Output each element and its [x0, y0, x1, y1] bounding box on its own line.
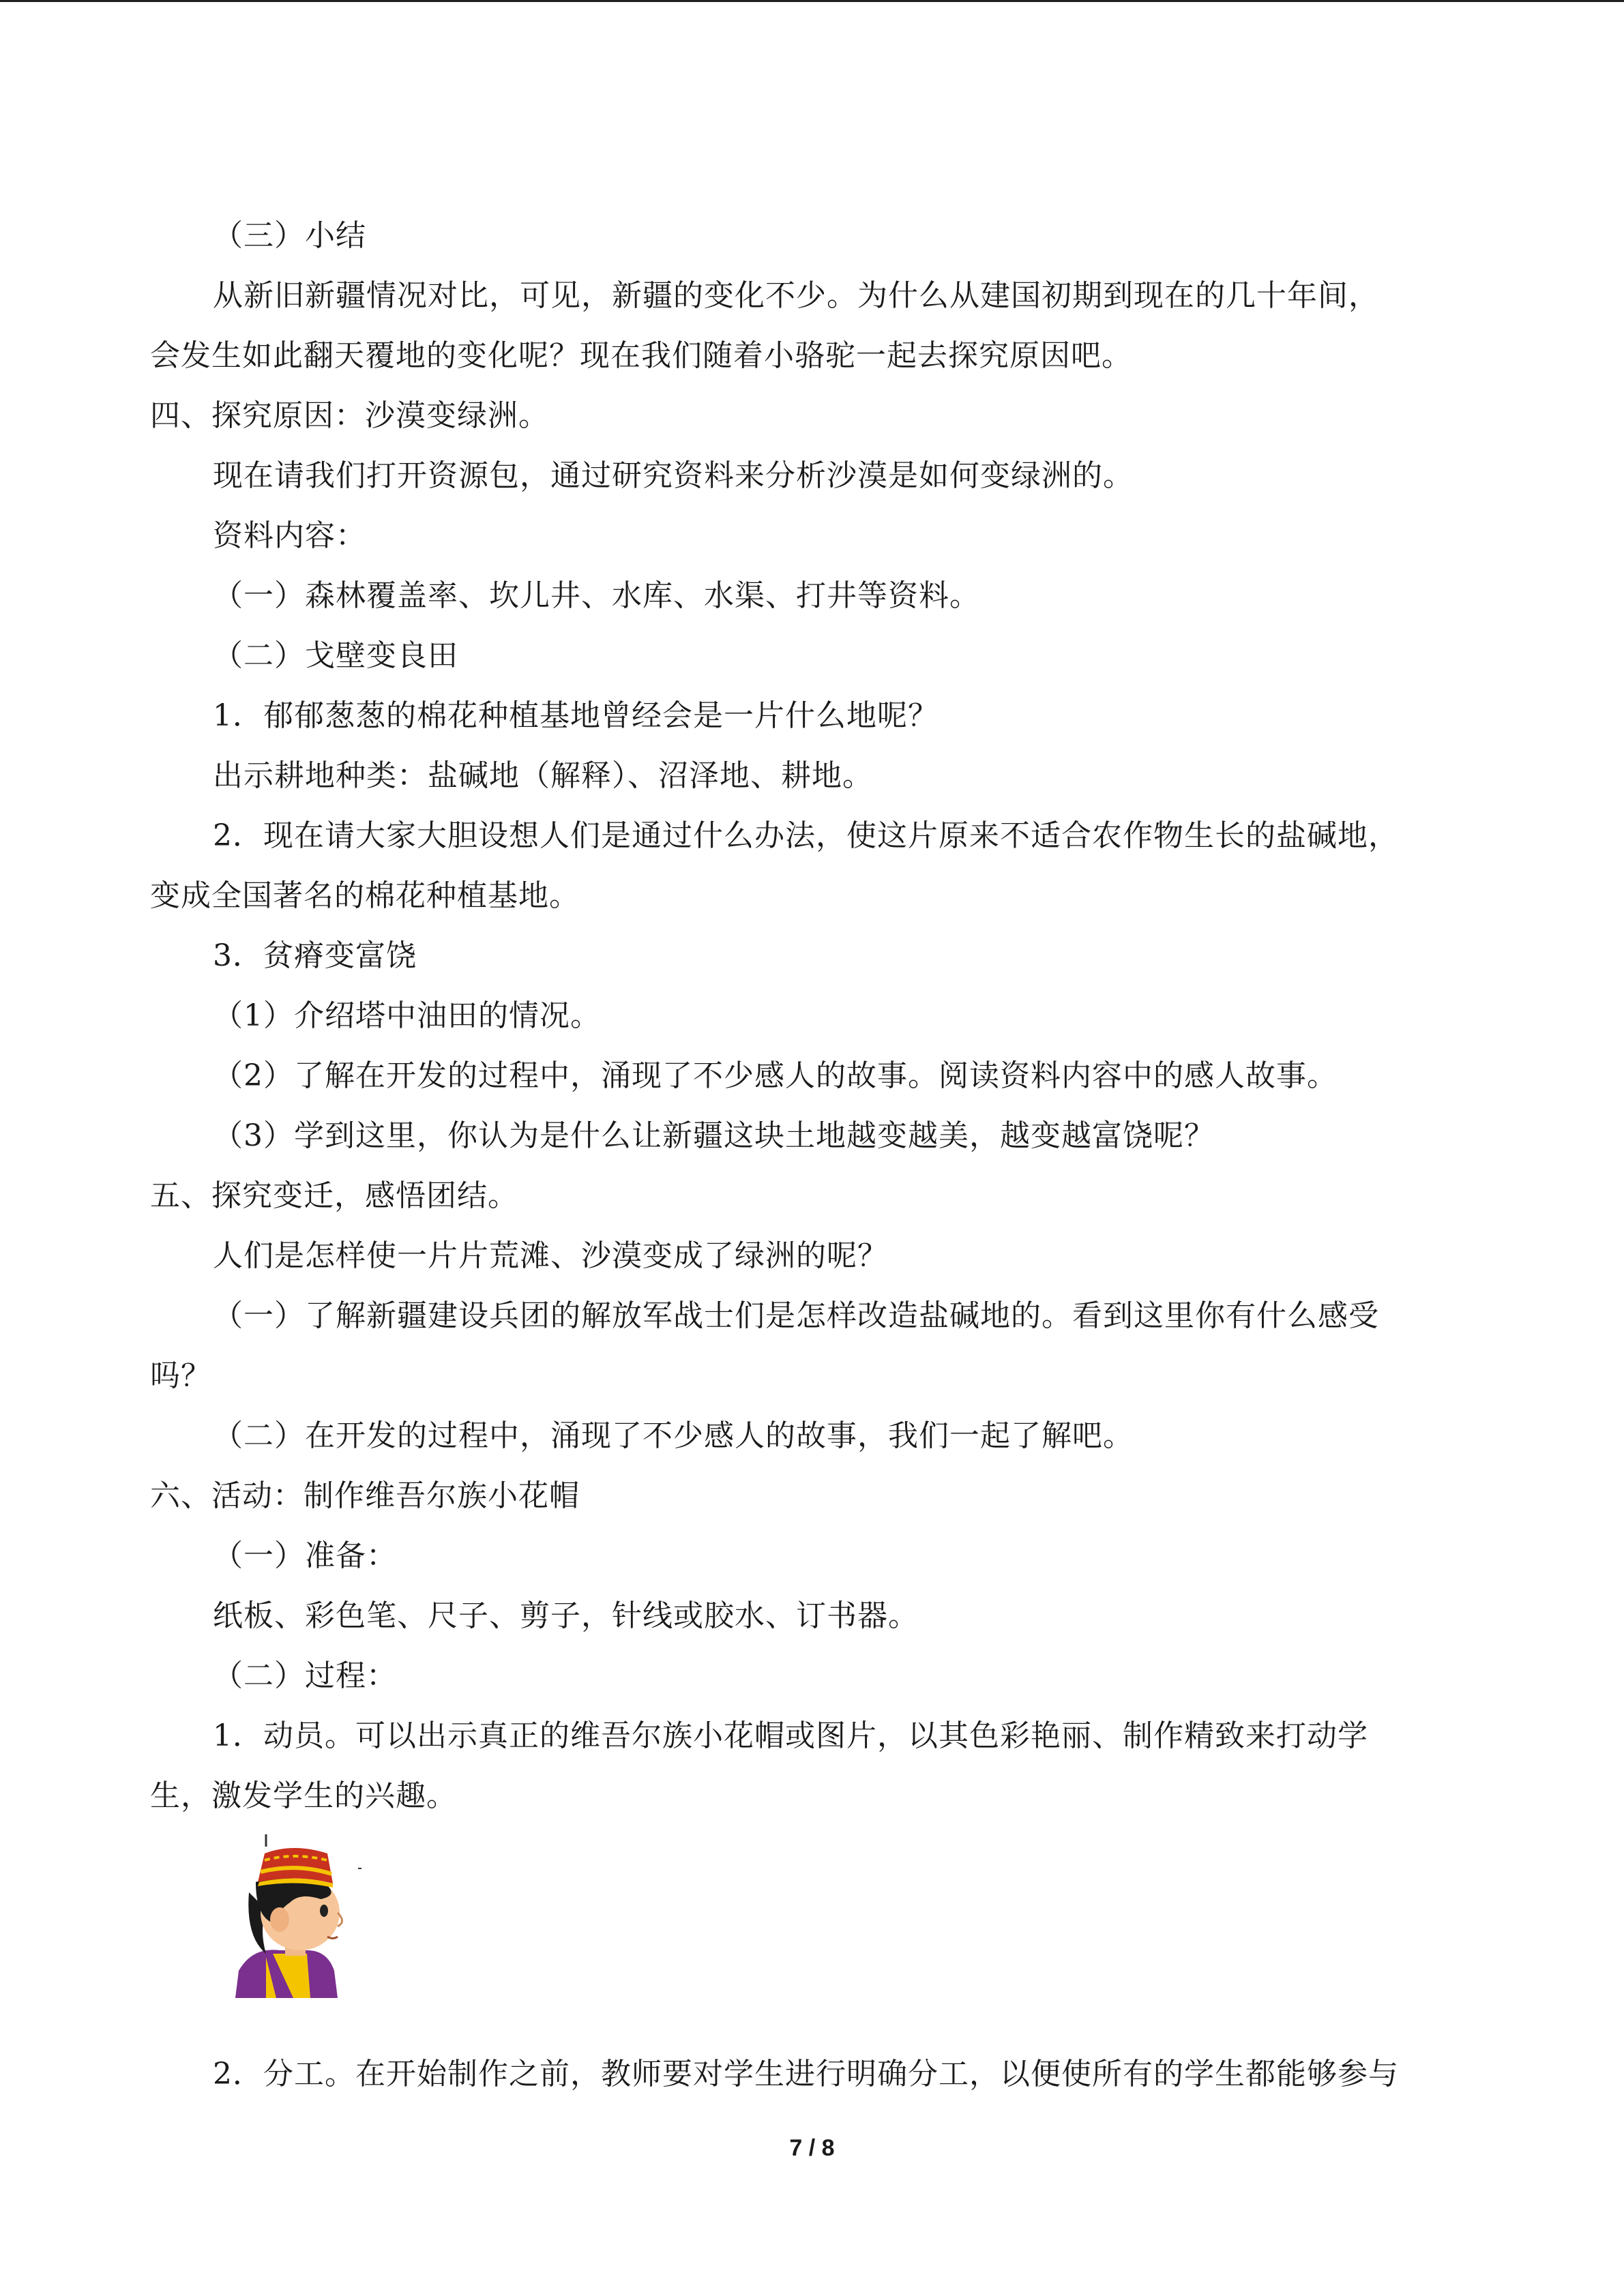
subsection-heading: （一）准备： [213, 1538, 397, 1573]
paragraph-line: （1）介绍塔中油田的情况。 [213, 998, 601, 1033]
paragraph-line: 生，激发学生的兴趣。 [150, 1778, 457, 1813]
subsection-heading: （二）过程： [213, 1658, 397, 1693]
paragraph-line: 人们是怎样使一片片荒滩、沙漠变成了绿洲的呢？ [213, 1238, 888, 1273]
paragraph-line: （3）学到这里，你认为是什么让新疆这块土地越变越美，越变越富饶呢？ [213, 1118, 1215, 1153]
paragraph-line: 资料内容： [213, 518, 366, 553]
paragraph-line: （一）了解新疆建设兵团的解放军战士们是怎样改造盐碱地的。看到这里你有什么感受 [213, 1298, 1379, 1333]
paragraph-line: 1．郁郁葱葱的棉花种植基地曾经会是一片什么地呢？ [213, 698, 939, 733]
top-rule [0, 0, 1624, 2]
paragraph-line: 1．动员。可以出示真正的维吾尔族小花帽或图片，以其色彩艳丽、制作精致来打动学 [213, 1718, 1368, 1753]
paragraph-line: 现在请我们打开资源包，通过研究资料来分析沙漠是如何变绿洲的。 [213, 458, 1134, 493]
paragraph-line: 从新旧新疆情况对比，可见，新疆的变化不少。为什么从建国初期到现在的几十年间， [213, 278, 1379, 313]
paragraph-line: 吗？ [150, 1358, 211, 1393]
paragraph-line: 会发生如此翻天覆地的变化呢？现在我们随着小骆驼一起去探究原因吧。 [150, 338, 1132, 373]
paragraph-line: 变成全国著名的棉花种植基地。 [150, 878, 580, 913]
uyghur-boy-illustration [225, 1834, 361, 1998]
paragraph-line: 2．分工。在开始制作之前，教师要对学生进行明确分工，以便使所有的学生都能够参与 [213, 2057, 1399, 2091]
paragraph-line: 纸板、彩色笔、尺子、剪子，针线或胶水、订书器。 [213, 1598, 919, 1633]
paragraph-line: （2）了解在开发的过程中，涌现了不少感人的故事。阅读资料内容中的感人故事。 [213, 1058, 1338, 1093]
section-heading: 五、探究变迁，感悟团结。 [150, 1178, 518, 1213]
paragraph-line: （一）森林覆盖率、坎儿井、水库、水渠、打井等资料。 [213, 578, 980, 613]
paragraph-line: 2．现在请大家大胆设想人们是通过什么办法，使这片原来不适合农作物生长的盐碱地， [213, 818, 1399, 853]
subsection-heading: （二）戈壁变良田 [213, 638, 458, 673]
subsection-heading: （三）小结 [213, 218, 366, 253]
section-heading: 六、活动：制作维吾尔族小花帽 [150, 1478, 580, 1513]
section-heading: 四、探究原因：沙漠变绿洲。 [150, 398, 549, 433]
paragraph-line: （二）在开发的过程中，涌现了不少感人的故事，我们一起了解吧。 [213, 1418, 1134, 1453]
page-number: 7 / 8 [789, 2135, 835, 2161]
paragraph-line: 出示耕地种类：盐碱地（解释）、沼泽地、耕地。 [213, 758, 873, 793]
paragraph-line: 3．贫瘠变富饶 [213, 938, 417, 973]
